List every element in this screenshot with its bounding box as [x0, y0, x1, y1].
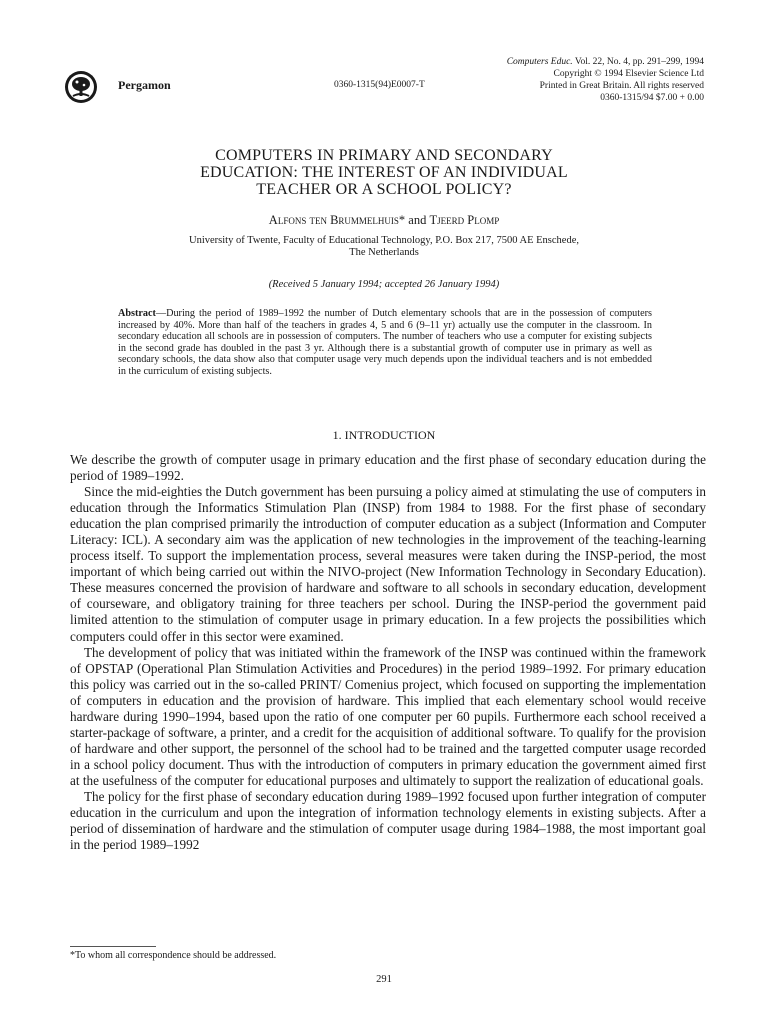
footnote-divider	[70, 946, 156, 947]
title-line: EDUCATION: THE INTEREST OF AN INDIVIDUAL	[200, 164, 568, 181]
copyright-line: Copyright © 1994 Elsevier Science Ltd	[553, 69, 704, 79]
pergamon-tree-logo-icon	[64, 70, 98, 104]
paragraph: We describe the growth of computer usage in primary education and the first phase of secondary education during the period of 1989–1992.	[70, 452, 706, 484]
received-dates: (Received 5 January 1994; accepted 26 January 1994)	[268, 279, 500, 290]
author-line	[100, 213, 668, 228]
issn-line: 0360-1315/94 $7.00 + 0.00	[600, 93, 704, 103]
printed-line: Printed in Great Britain. All rights reserved	[539, 81, 704, 91]
title-line: TEACHER OR A SCHOOL POLICY?	[256, 181, 512, 198]
author-conjunction: and	[405, 213, 430, 227]
paragraph: The policy for the first phase of secondary education during 1989–1992 focused upon further integration of computer education in the curriculum and upon the integration of information technology elements in existing subjects. After a period of dissemination of hardware and the stimulation of computer usage during 1984–1988, the most important goal in the period 1989–1992	[70, 788, 706, 853]
author-name: Tjeerd Plomp	[429, 213, 500, 227]
body-text	[70, 452, 706, 853]
affiliation-line: The Netherlands	[349, 247, 419, 258]
author-name: Alfons ten Brummelhuis*	[268, 213, 406, 227]
abstract	[118, 308, 652, 378]
footnote: *To whom all correspondence should be addressed.	[70, 950, 277, 961]
citation-block	[404, 56, 704, 104]
journal-volume: Vol. 22, No. 4, pp. 291–299, 1994	[572, 57, 704, 67]
title-line: COMPUTERS IN PRIMARY AND SECONDARY	[215, 147, 553, 164]
paragraph: The development of policy that was initiated within the framework of the INSP was continued within the framework of OPSTAP (Operational Plan Stimulation Activities and Procedures) in the period 1989–1992. For primary education this policy was carried out in the so-called PRINT/ Comenius project, which focused on supporting the implementation of computers in education and the provision of hardware. This implied that each elementary school would receive hardware during 1990–1994, based upon the ratio of one computer per 60 pupils. Furthermore each school received a starter-package of software, a printer, and a credit for the acquisition of additional software. To qualify for the provision of hardware and other support, the personnel of the school had to be trained and the targetted computer usage recorded in a school policy document. Thus with the introduction of computers in primary education the government aimed first at the usefulness of the computer for educational purposes and ultimately to support the realization of educational goals.	[70, 644, 706, 788]
paragraph: Since the mid-eighties the Dutch government has been pursuing a policy aimed at stimulating the use of computers in education through the Informatics Stimulation Plan (INSP) from 1984 to 1988. For the first phase of secondary education the plan comprised primarily the introduction of computer education as a subject (Information and Computer Literacy: ICL). A secondary aim was the application of new technologies in the improvement of the teaching-learning process itself. To support the implementation process, several measures were taken during the INSP-period, the most important of which being carried out within the NIVO-project (New Information Technology in Secondary Education). These measures concerned the provision of hardware and software to all schools in secondary education, development of courseware, and obligatory training for three teachers per school. During the INSP-period the government paid limited attention to the stimulation of computer usage in primary education. In a few projects the possibilities which computers could offer in this sector were examined.	[70, 484, 706, 644]
publisher-name: Pergamon	[118, 78, 171, 92]
journal-name: Computers Educ.	[506, 57, 573, 67]
abstract-label: Abstract	[118, 308, 156, 319]
abstract-text: —During the period of 1989–1992 the number of Dutch elementary schools that are in the possession of computers increased by 40%. More than half of the teachers in grades 4, 5 and 6 (9–11 yr) actually use the computer in the classroom. In secondary education all schools are in possession of computers. The number of teachers who use a computer for existing subjects in the second grade has doubled in the past 3 yr. Although there is a substantial growth of computer use in primary as well as secondary schools, the data show also that computer usage very much depends upon the individual teachers and is not embedded in the curriculum of existing subjects.	[118, 308, 652, 377]
article-title	[100, 147, 668, 198]
section-heading: 1. INTRODUCTION	[332, 428, 436, 442]
page-number: 291	[376, 974, 392, 985]
affiliation-line: University of Twente, Faculty of Educational Technology, P.O. Box 217, 7500 AE Enschede,	[189, 235, 579, 246]
article-code: 0360-1315(94)E0007-T	[334, 80, 425, 90]
affiliation	[100, 235, 668, 259]
